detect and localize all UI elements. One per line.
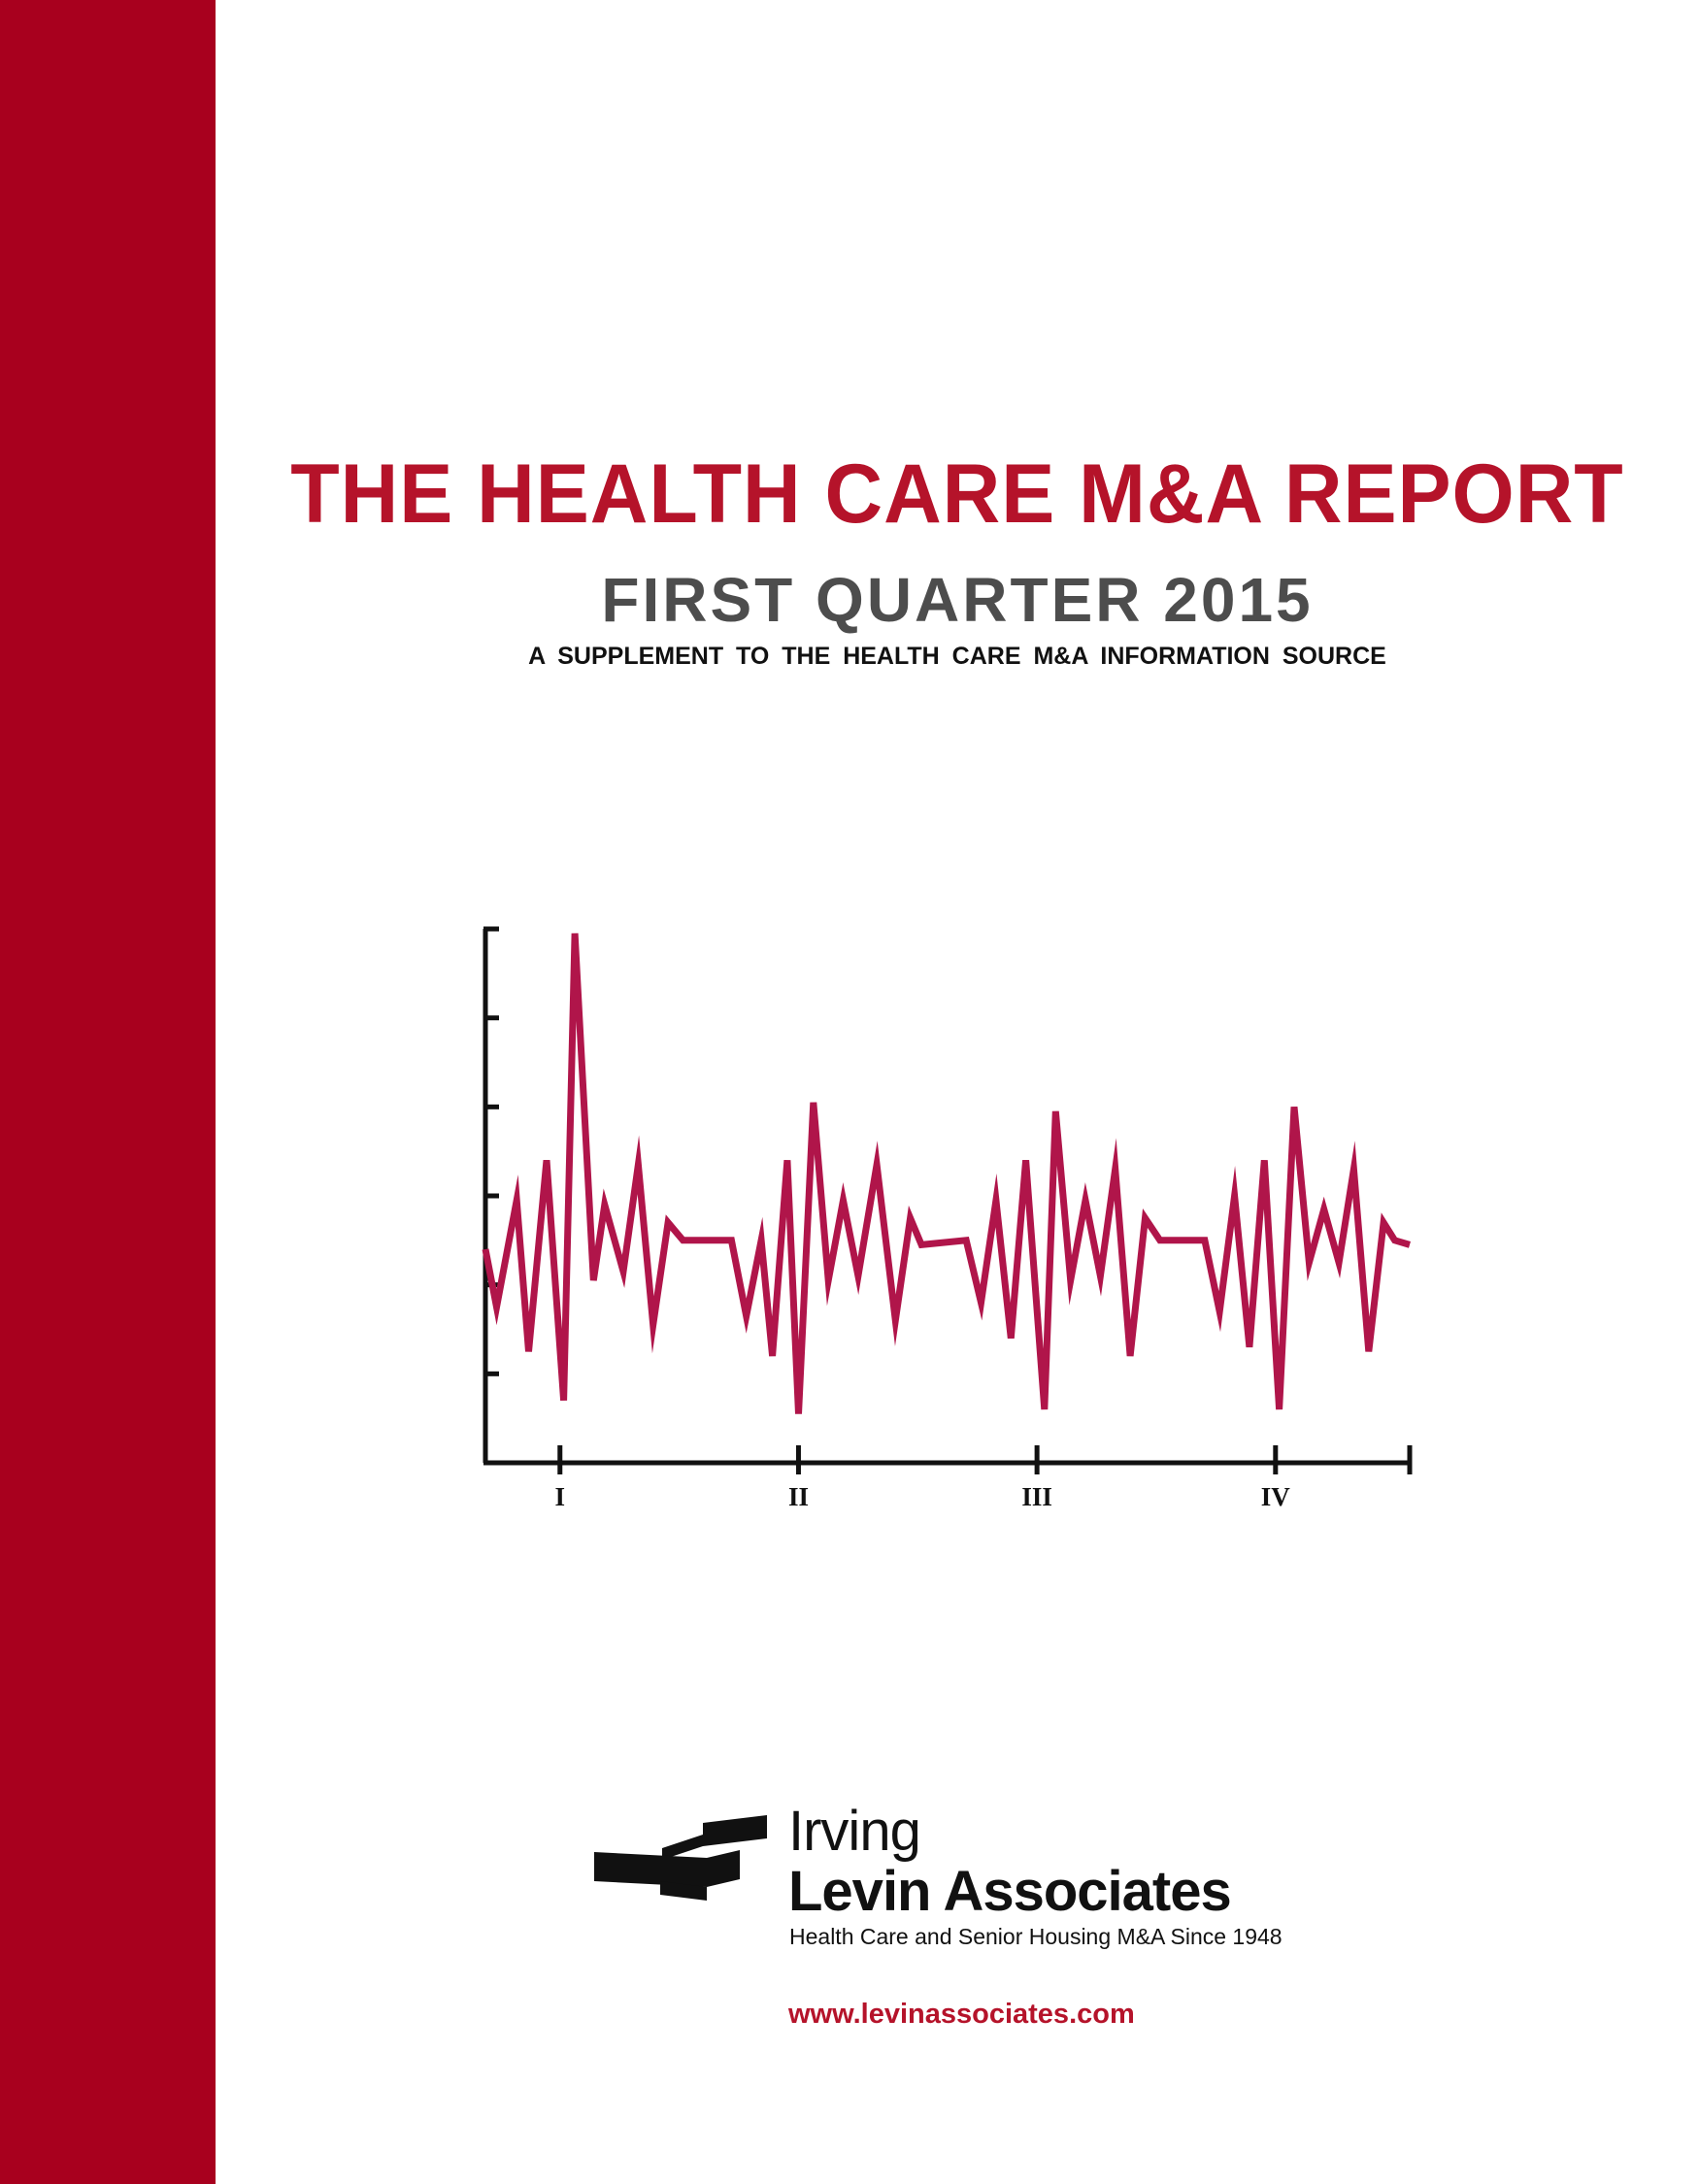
report-title: THE HEALTH CARE M&A REPORT bbox=[290, 447, 1624, 541]
logo-levin-associates: Levin Associates bbox=[788, 1860, 1231, 1923]
chart-axes bbox=[483, 929, 1410, 1511]
x-tick-label-3: III bbox=[1021, 1482, 1052, 1511]
website-link[interactable]: www.levinassociates.com bbox=[788, 1999, 1135, 2030]
sidebar-band bbox=[0, 0, 216, 2184]
report-supplement-line: A SUPPLEMENT TO THE HEALTH CARE M&A INFORMATION SOURCE bbox=[528, 643, 1386, 670]
logo-tagline: Health Care and Senior Housing M&A Since 1948 bbox=[789, 1924, 1283, 1949]
x-tick-label-1: I bbox=[554, 1482, 566, 1511]
report-subtitle: FIRST QUARTER 2015 bbox=[601, 565, 1314, 635]
chart-marks bbox=[485, 934, 1410, 1414]
x-tick-label-2: II bbox=[787, 1482, 809, 1511]
logo-irving: Irving bbox=[788, 1800, 920, 1863]
logo-mark bbox=[594, 1815, 769, 1912]
series-line-1 bbox=[485, 934, 1410, 1414]
x-tick-label-4: IV bbox=[1260, 1482, 1290, 1511]
